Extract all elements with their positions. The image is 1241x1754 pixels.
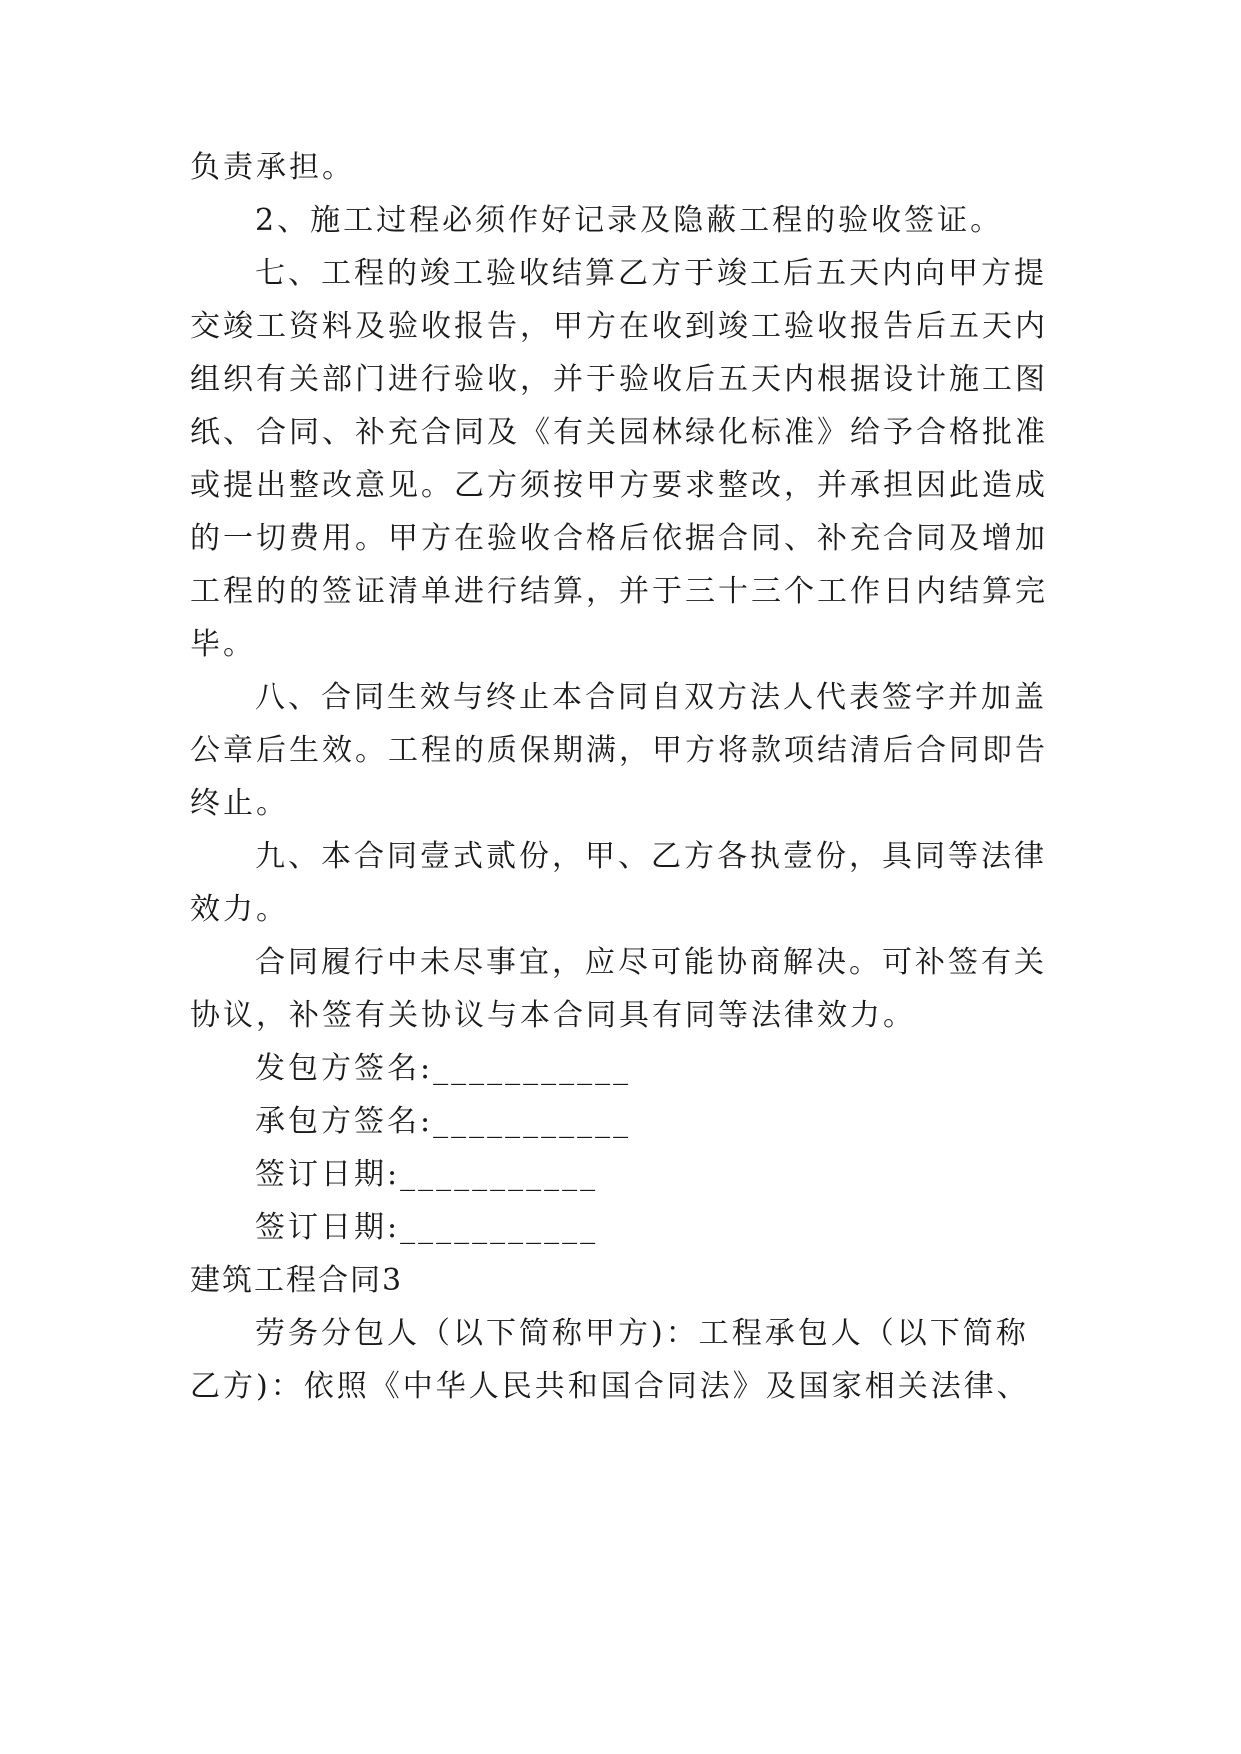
text-line: 的一切费用。甲方在验收合格后依据合同、补充合同及增加	[190, 521, 1048, 556]
text-line: 工程的的签证清单进行结算，并于三十三个工作日内结算完	[190, 574, 1048, 609]
text-line: 协议，补签有关协议与本合同具有同等法律效力。	[190, 998, 916, 1033]
text-line: 负责承担。	[190, 150, 355, 185]
text-line: 组织有关部门进行验收，并于验收后五天内根据设计施工图	[190, 362, 1048, 397]
date-line: 签订日期:___________	[255, 1210, 599, 1245]
date-line: 签订日期:___________	[255, 1157, 599, 1192]
text-line: 终止。	[190, 786, 289, 821]
text-line: 2、施工过程必须作好记录及隐蔽工程的验收签证。	[255, 203, 1004, 238]
text-line: 效力。	[190, 892, 289, 927]
signature-line: 发包方签名:___________	[255, 1051, 632, 1086]
text-line: 或提出整改意见。乙方须按甲方要求整改，并承担因此造成	[190, 468, 1048, 503]
text-line: 九、本合同壹式贰份，甲、乙方各执壹份，具同等法律	[255, 839, 1047, 874]
signature-line: 承包方签名:___________	[255, 1104, 632, 1139]
text-line: 纸、合同、补充合同及《有关园林绿化标准》给予合格批准	[190, 415, 1048, 450]
text-line: 毕。	[190, 627, 256, 662]
text-line: 公章后生效。工程的质保期满，甲方将款项结清后合同即告	[190, 733, 1048, 768]
text-line: 劳务分包人（以下简称甲方)：工程承包人（以下简称	[255, 1316, 1029, 1351]
text-line: 八、合同生效与终止本合同自双方法人代表签字并加盖	[255, 680, 1047, 715]
text-line: 乙方)：依照《中华人民共和国合同法》及国家相关法律、	[190, 1369, 1030, 1404]
text-line: 合同履行中未尽事宜，应尽可能协商解决。可补签有关	[255, 945, 1047, 980]
text-line: 七、工程的竣工验收结算乙方于竣工后五天内向甲方提	[255, 256, 1047, 291]
section-heading: 建筑工程合同3	[190, 1263, 404, 1298]
text-line: 交竣工资料及验收报告，甲方在收到竣工验收报告后五天内	[190, 309, 1048, 344]
